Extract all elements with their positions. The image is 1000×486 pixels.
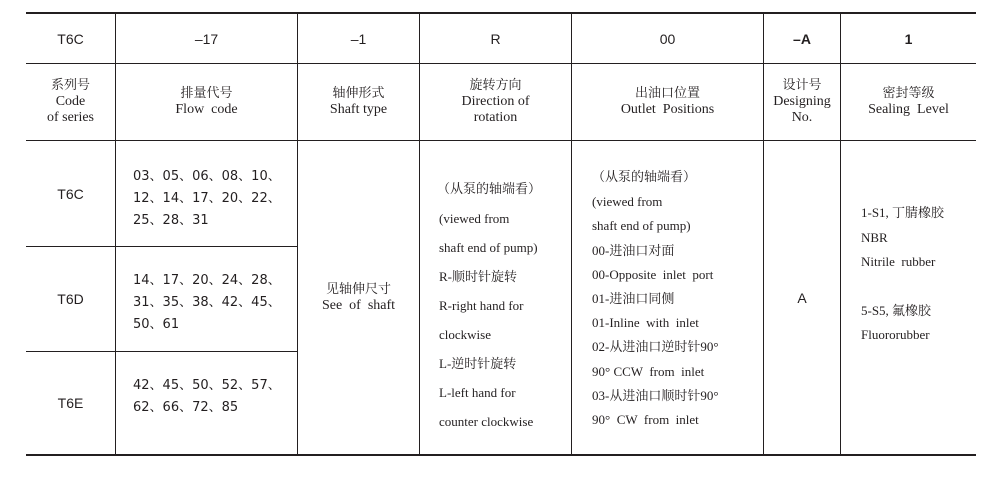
flow-line: 03、05、06、08、10、 xyxy=(133,169,281,184)
code-design: –A xyxy=(793,30,811,47)
header-series xyxy=(26,64,115,140)
header-rotation-en-1: Direction of xyxy=(461,94,530,109)
flow-line: 31、35、38、42、45、 xyxy=(133,295,281,310)
code-seal: 1 xyxy=(904,30,913,47)
outlet-line: shaft end of pump) xyxy=(592,218,691,234)
header-outlet xyxy=(572,64,763,140)
seal-line-spacer xyxy=(861,275,944,299)
rotation-line: (viewed from xyxy=(439,211,510,226)
header-outlet-en: Outlet Positions xyxy=(620,102,715,117)
outlet-line: （从泵的轴端看） xyxy=(592,170,697,185)
code-outlet: 00 xyxy=(659,30,676,47)
outlet-line: 90° CCW from inlet xyxy=(592,363,705,379)
rotation-line: R-right hand for xyxy=(439,298,524,313)
seal-line: NBR xyxy=(861,229,888,245)
series-name-t6e: T6E xyxy=(57,395,84,411)
outlet-line: 03-从进油口顺时针90° xyxy=(592,387,719,403)
shaft-info xyxy=(298,141,419,454)
flow-codes-t6c xyxy=(133,166,281,232)
outlet-line: 90° CW from inlet xyxy=(592,412,699,428)
header-shaft-en: Shaft type xyxy=(329,102,388,117)
code-flow: –17 xyxy=(194,30,219,47)
header-shaft xyxy=(298,64,419,140)
flow-line: 50、61 xyxy=(133,317,180,332)
header-shaft-cn: 轴伸形式 xyxy=(332,86,385,101)
rotation-line: L-left hand for xyxy=(439,385,516,400)
shaft-info-en: See of shaft xyxy=(321,297,396,313)
header-series-en-2: of series xyxy=(46,110,95,125)
series-name-t6d: T6D xyxy=(57,291,84,307)
table-bottom-rule xyxy=(26,454,976,456)
header-series-en-1: Code xyxy=(55,94,86,109)
header-design-en-1: Designing xyxy=(773,94,831,109)
rotation-line: （从泵的轴端看） xyxy=(437,182,542,197)
rotation-line: shaft end of pump) xyxy=(439,240,538,255)
flow-line: 12、14、17、20、22、 xyxy=(133,191,281,206)
code-series: T6C xyxy=(57,30,84,47)
header-outlet-cn: 出油口位置 xyxy=(634,86,700,101)
header-seal xyxy=(841,64,976,140)
outlet-list xyxy=(592,166,719,432)
rotation-line: counter clockwise xyxy=(439,414,534,429)
header-seal-cn: 密封等级 xyxy=(882,86,935,101)
outlet-line: 00-进油口对面 xyxy=(592,242,675,258)
header-series-cn: 系列号 xyxy=(50,78,90,93)
header-rotation-en-2: rotation xyxy=(473,110,518,125)
rotation-line: clockwise xyxy=(439,327,491,342)
header-flow xyxy=(116,64,297,140)
flow-line: 25、28、31 xyxy=(133,213,209,228)
seal-line: 5-S5, 氟橡胶 xyxy=(861,302,932,318)
code-rotation: R xyxy=(490,30,501,47)
seal-line: Nitrile rubber xyxy=(861,254,936,269)
header-design xyxy=(764,64,840,140)
flow-codes-t6e xyxy=(133,375,281,419)
outlet-line: (viewed from xyxy=(592,194,663,210)
header-flow-en: Flow code xyxy=(175,102,238,117)
header-rotation xyxy=(420,64,571,140)
rotation-list xyxy=(439,175,541,436)
series-name-t6c: T6C xyxy=(57,185,84,202)
seal-line: 1-S1, 丁腈橡胶 xyxy=(861,205,945,220)
rotation-line: L-逆时针旋转 xyxy=(439,356,517,371)
outlet-line: 02-从进油口逆时针90° xyxy=(592,339,719,355)
code-shaft: –1 xyxy=(350,30,367,47)
seal-list xyxy=(861,201,944,348)
shaft-info-cn: 见轴伸尺寸 xyxy=(325,281,391,297)
header-seal-en: Sealing Level xyxy=(868,102,949,117)
outlet-line: 01-Inline with inlet xyxy=(592,315,699,331)
seal-line: Fluororubber xyxy=(861,327,930,342)
flow-line: 42、45、50、52、57、 xyxy=(133,378,281,393)
outlet-line: 00-Opposite inlet port xyxy=(592,266,714,282)
flow-line: 62、66、72、85 xyxy=(133,400,239,415)
header-rotation-cn: 旋转方向 xyxy=(469,78,522,93)
outlet-line: 01-进油口同侧 xyxy=(592,291,675,307)
header-design-en-2: No. xyxy=(791,110,813,125)
header-design-cn: 设计号 xyxy=(782,78,822,93)
flow-codes-t6d xyxy=(133,270,281,336)
rotation-line: R-顺时针旋转 xyxy=(439,269,518,284)
design-value: A xyxy=(797,289,807,306)
ordering-code-table xyxy=(26,12,976,456)
header-flow-cn: 排量代号 xyxy=(180,86,233,101)
flow-line: 14、17、20、24、28、 xyxy=(133,273,281,288)
